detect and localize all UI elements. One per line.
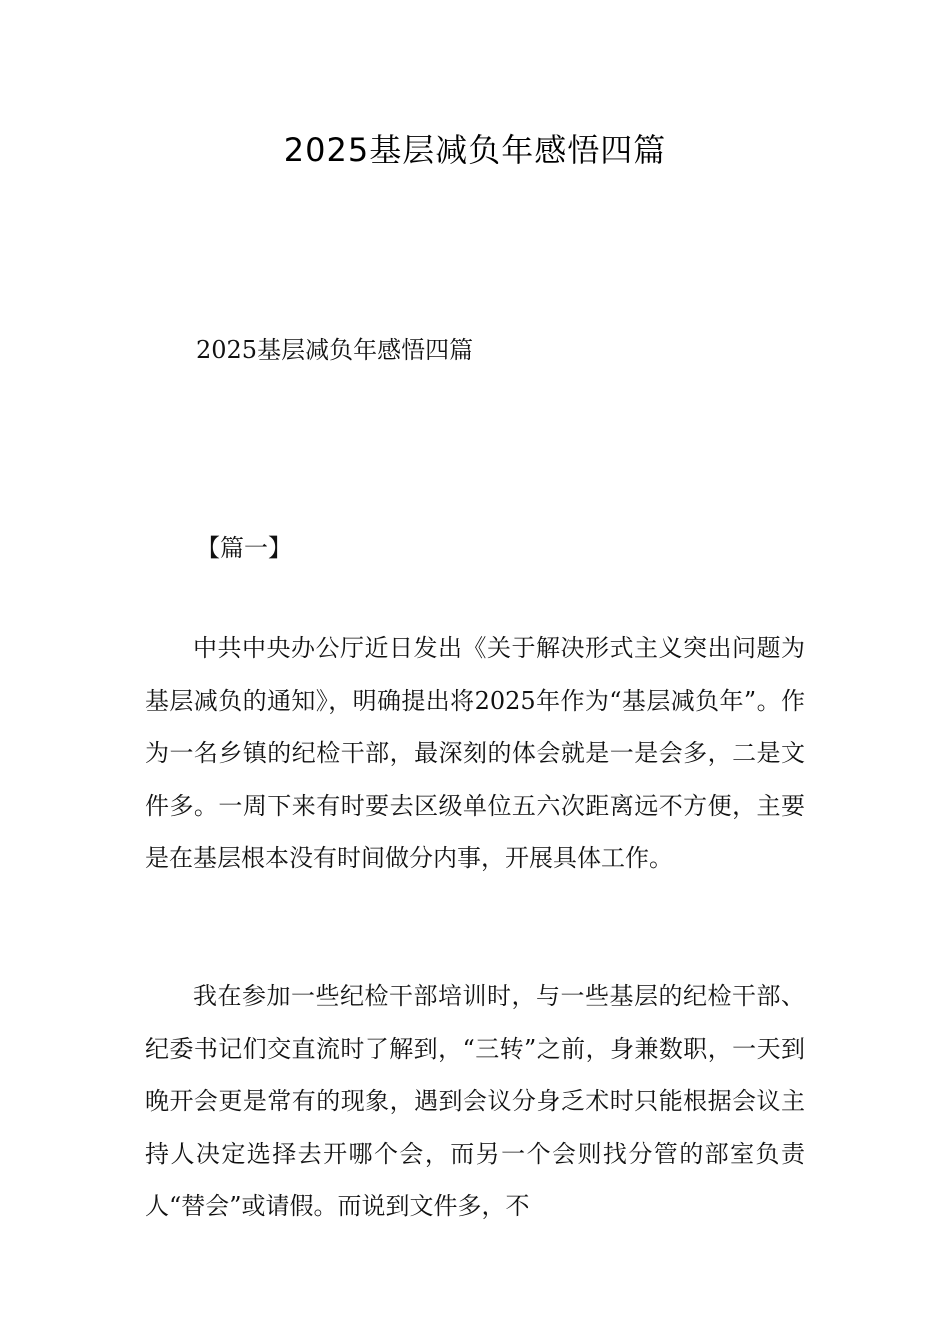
- body-paragraph: 中共中央办公厅近日发出《关于解决形式主义突出问题为基层减负的通知》，明确提出将2025年作为“基层减负年”。作为一名乡镇的纪检干部，最深刻的体会就是一是会多，二是文件多。一周下来有时要去区级单位五六次距离远不方便，主要是在基层根本没有时间做分内事，开展具体工作。: [145, 634, 805, 872]
- document-subtitle: 2025基层减负年感悟四篇: [196, 336, 474, 364]
- body-paragraph: 我在参加一些纪检干部培训时，与一些基层的纪检干部、纪委书记们交直流时了解到，“三转”之前，身兼数职，一天到晚开会更是常有的现象，遇到会议分身乏术时只能根据会议主持人决定选择去开哪个会，而另一个会则找分管的部室负责人“替会”或请假。而说到文件多，不: [145, 982, 805, 1220]
- document-title: 2025基层减负年感悟四篇: [283, 131, 667, 169]
- section-heading: 【篇一】: [196, 534, 292, 562]
